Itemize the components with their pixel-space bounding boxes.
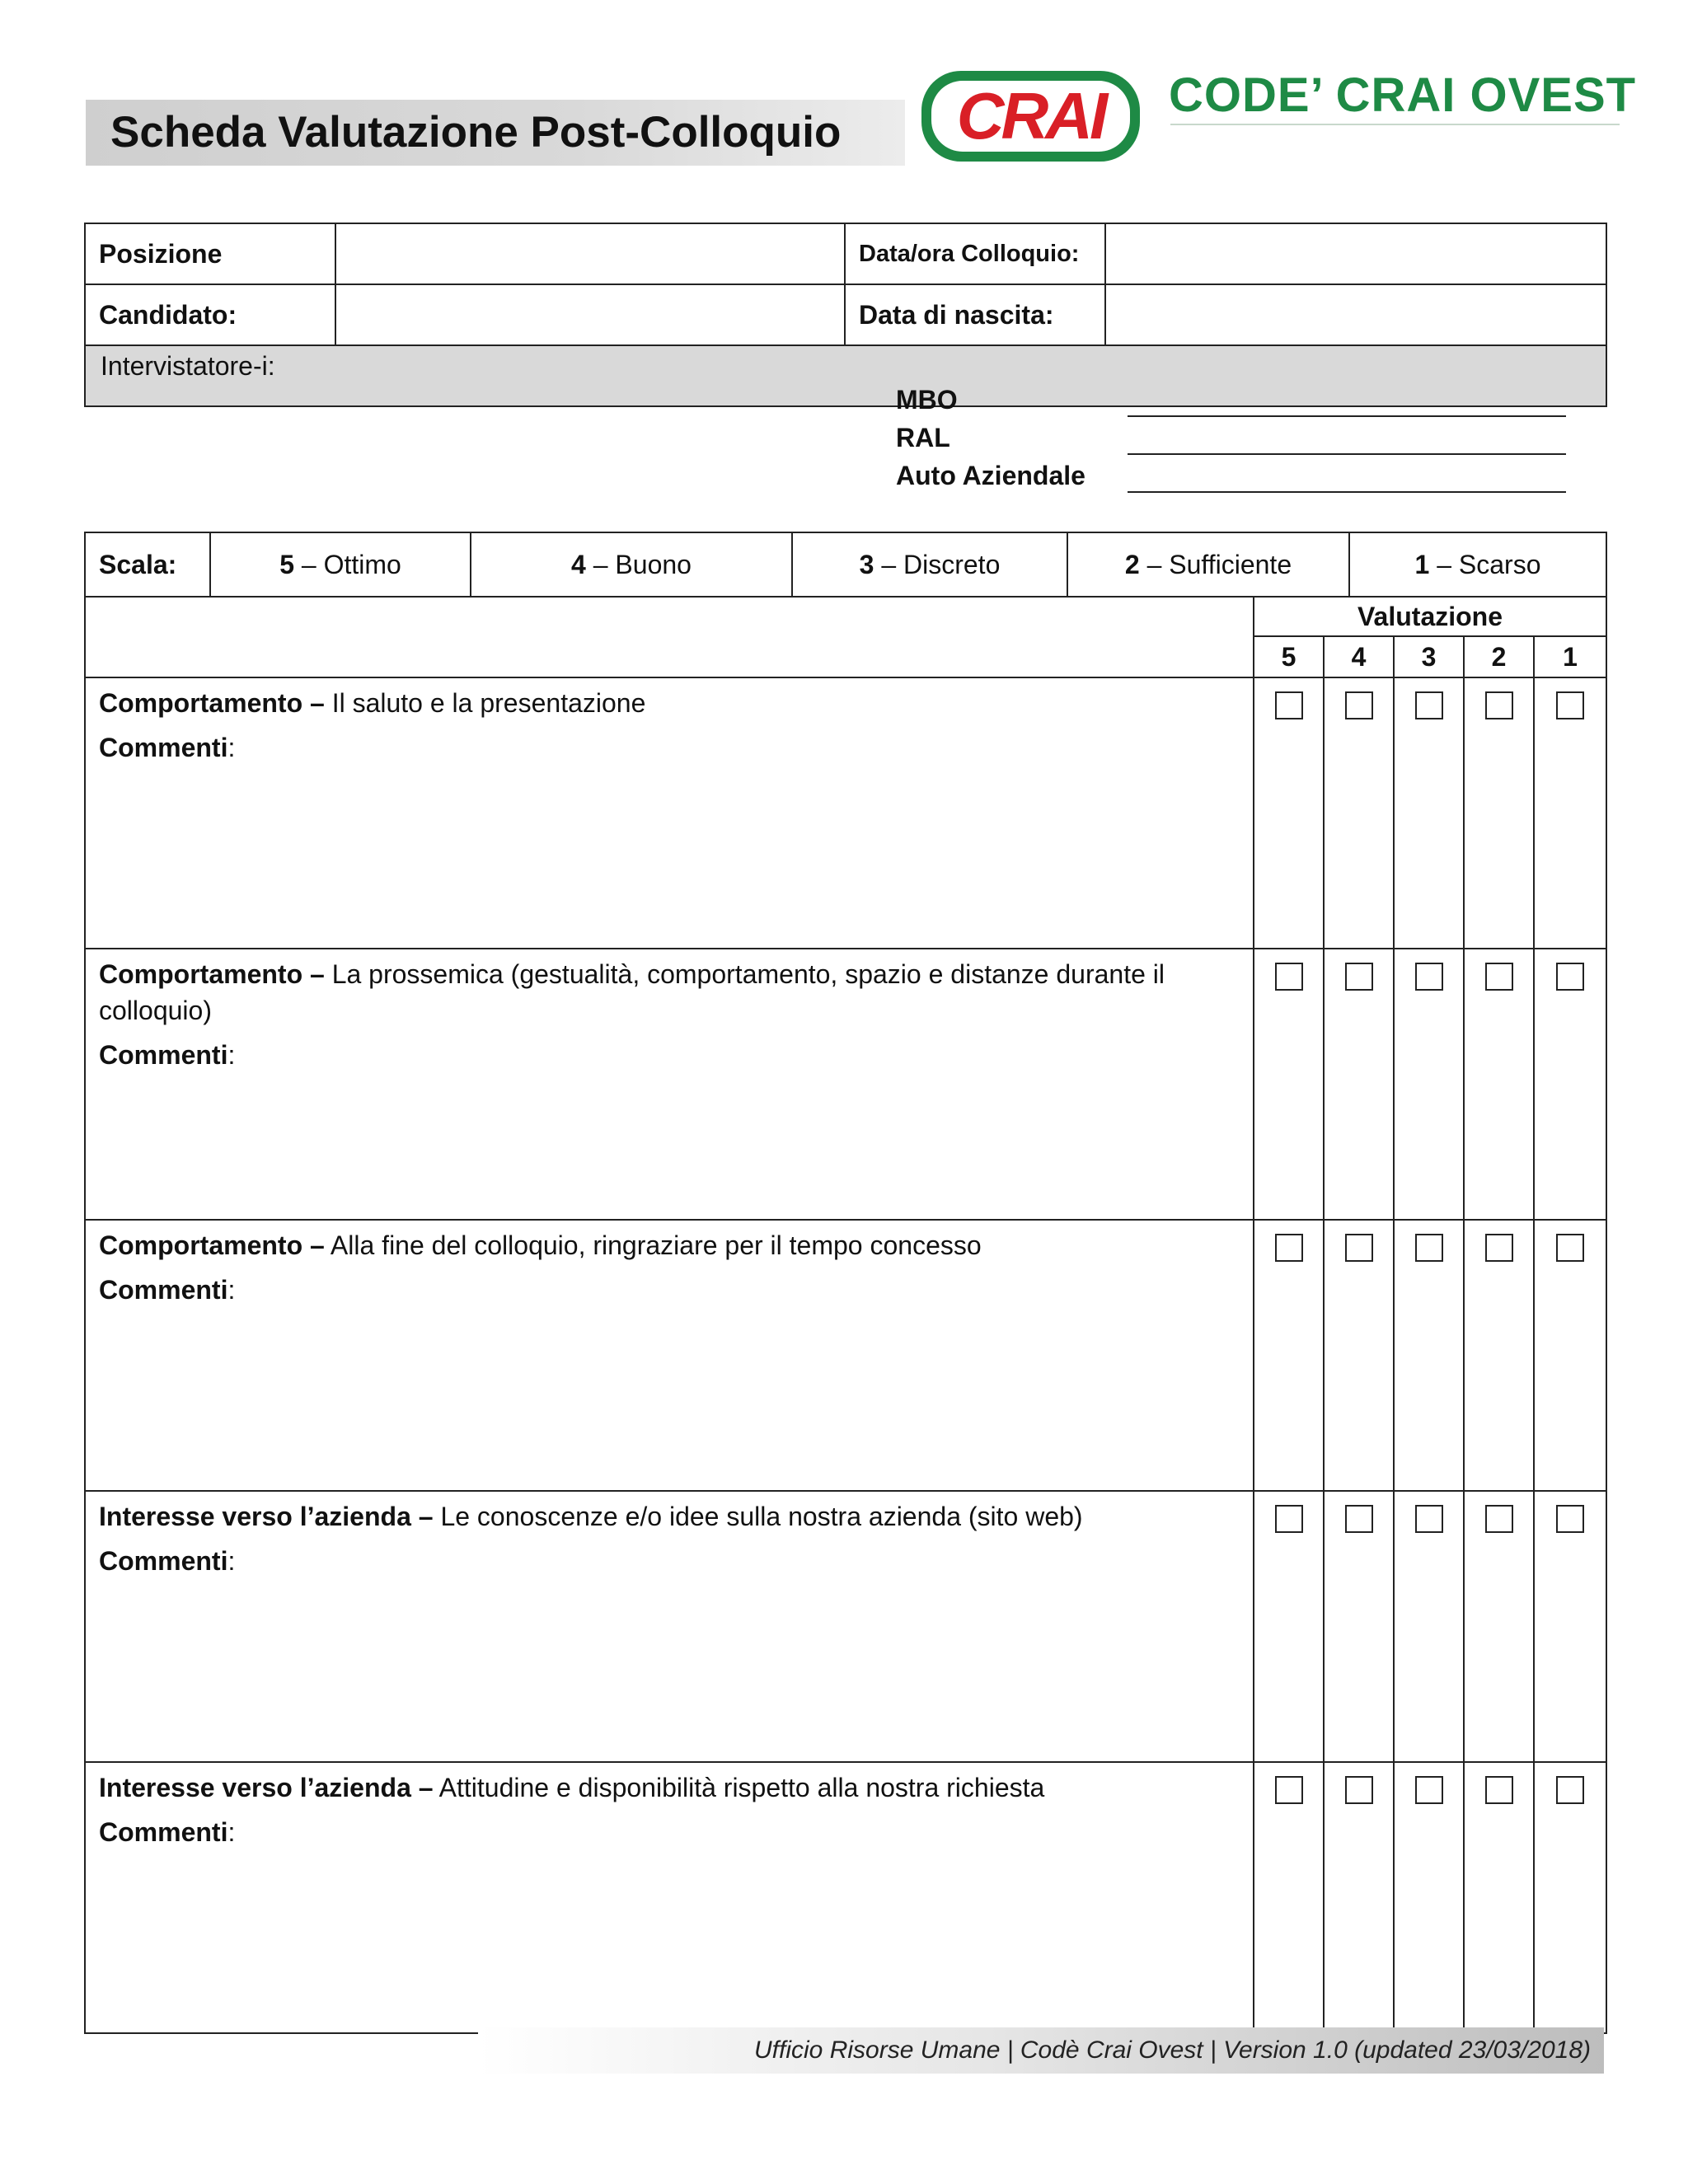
comment-label[interactable]: Commenti:	[99, 1546, 236, 1576]
checkbox-5[interactable]	[1275, 1776, 1303, 1804]
checkbox-2[interactable]	[1485, 1505, 1513, 1533]
candidato-field[interactable]	[335, 284, 845, 345]
candidato-label: Candidato:	[85, 284, 335, 345]
criterion-category: Interesse verso l’azienda –	[99, 1773, 434, 1802]
checkbox-1[interactable]	[1556, 1776, 1584, 1804]
checkbox-1[interactable]	[1556, 963, 1584, 991]
posizione-field[interactable]	[335, 223, 845, 284]
title-bar	[86, 100, 905, 166]
checkbox-3[interactable]	[1415, 691, 1443, 719]
auto-label: Auto Aziendale	[896, 461, 1085, 490]
checkbox-2[interactable]	[1485, 1776, 1513, 1804]
criterion-row	[85, 1762, 1606, 2033]
checkbox-4[interactable]	[1345, 1776, 1373, 1804]
scale-item: 3 – Discreto	[792, 532, 1067, 597]
comment-label[interactable]: Commenti:	[99, 1040, 236, 1070]
scale-item: 4 – Buono	[471, 532, 792, 597]
scale-item: 1 – Scarso	[1349, 532, 1606, 597]
column-1: 1	[1534, 636, 1606, 677]
ral-label: RAL	[896, 423, 950, 452]
checkbox-3[interactable]	[1415, 1776, 1443, 1804]
intervistatore-label: Intervistatore-i:	[101, 351, 275, 381]
checkbox-4[interactable]	[1345, 1505, 1373, 1533]
intervistatore-section[interactable]	[85, 345, 1606, 490]
scale-item: 5 – Ottimo	[210, 532, 471, 597]
checkbox-4[interactable]	[1345, 963, 1373, 991]
footer-text: Ufficio Risorse Umane | Codè Crai Ovest | Version 1.0 (updated 23/03/2018)	[754, 2036, 1591, 2064]
criterion-cell	[85, 1762, 1254, 2033]
criterion-row	[85, 677, 1606, 949]
brand-name: CODE’ CRAI OVEST	[1169, 68, 1637, 122]
criterion-category: Comportamento –	[99, 1230, 325, 1260]
criterion-category: Interesse verso l’azienda –	[99, 1502, 434, 1531]
checkbox-5[interactable]	[1275, 691, 1303, 719]
valutazione-header: Valutazione	[1254, 597, 1606, 636]
checkbox-3[interactable]	[1415, 1234, 1443, 1262]
rating-header-blank	[85, 597, 1254, 677]
column-4: 4	[1324, 636, 1394, 677]
criterion-text: Il saluto e la presentazione	[324, 688, 646, 718]
criterion-text: Le conoscenze e/o idee sulla nostra azienda (sito web)	[433, 1502, 1083, 1531]
checkbox-1[interactable]	[1556, 1505, 1584, 1533]
criterion-row	[85, 1491, 1606, 1762]
column-3: 3	[1394, 636, 1464, 677]
data-ora-field[interactable]	[1105, 223, 1606, 284]
crai-logo	[921, 71, 1140, 162]
criterion-cell	[85, 1220, 1254, 1491]
criterion-category: Comportamento –	[99, 688, 325, 718]
checkbox-2[interactable]	[1485, 1234, 1513, 1262]
posizione-label: Posizione	[85, 223, 335, 284]
comment-label[interactable]: Commenti:	[99, 1275, 236, 1305]
checkbox-2[interactable]	[1485, 963, 1513, 991]
comment-label[interactable]: Commenti:	[99, 733, 236, 762]
criterion-text: La prossemica (gestualità, comportamento, spazio e distanze durante il colloquio)	[99, 959, 1165, 1025]
criterion-cell	[85, 677, 1254, 949]
scale-table	[84, 532, 1607, 598]
checkbox-3[interactable]	[1415, 963, 1443, 991]
checkbox-1[interactable]	[1556, 1234, 1584, 1262]
data-ora-label: Data/ora Colloquio:	[845, 223, 1105, 284]
scale-label: Scala:	[85, 532, 210, 597]
checkbox-3[interactable]	[1415, 1505, 1443, 1533]
mbo-label: MBO	[896, 385, 958, 415]
checkbox-1[interactable]	[1556, 691, 1584, 719]
checkbox-4[interactable]	[1345, 1234, 1373, 1262]
footer-bar	[478, 2027, 1604, 2074]
column-2: 2	[1464, 636, 1534, 677]
criterion-text: Attitudine e disponibilità rispetto alla nostra richiesta	[433, 1773, 1045, 1802]
checkbox-4[interactable]	[1345, 691, 1373, 719]
data-nascita-label: Data di nascita:	[845, 284, 1105, 345]
comment-label[interactable]: Commenti:	[99, 1817, 236, 1847]
checkbox-5[interactable]	[1275, 963, 1303, 991]
checkbox-5[interactable]	[1275, 1234, 1303, 1262]
extra-fields	[896, 381, 1085, 494]
criterion-category: Comportamento –	[99, 959, 325, 989]
mbo-line[interactable]	[1128, 415, 1566, 417]
criterion-text: Alla fine del colloquio, ringraziare per il tempo concesso	[324, 1230, 982, 1260]
criterion-cell	[85, 1491, 1254, 1762]
brand-divider	[1170, 124, 1620, 125]
page-title: Scheda Valutazione Post-Colloquio	[110, 108, 842, 157]
scale-item: 2 – Sufficiente	[1067, 532, 1349, 597]
info-table	[84, 223, 1607, 490]
checkbox-5[interactable]	[1275, 1505, 1303, 1533]
rating-table	[84, 596, 1607, 2034]
data-nascita-field[interactable]	[1105, 284, 1606, 345]
criterion-row	[85, 949, 1606, 1220]
ral-line[interactable]	[1128, 453, 1566, 455]
criterion-row	[85, 1220, 1606, 1491]
logo-text: CRAI	[956, 79, 1105, 152]
checkbox-2[interactable]	[1485, 691, 1513, 719]
criterion-cell	[85, 949, 1254, 1220]
column-5: 5	[1254, 636, 1324, 677]
auto-line[interactable]	[1128, 491, 1566, 493]
